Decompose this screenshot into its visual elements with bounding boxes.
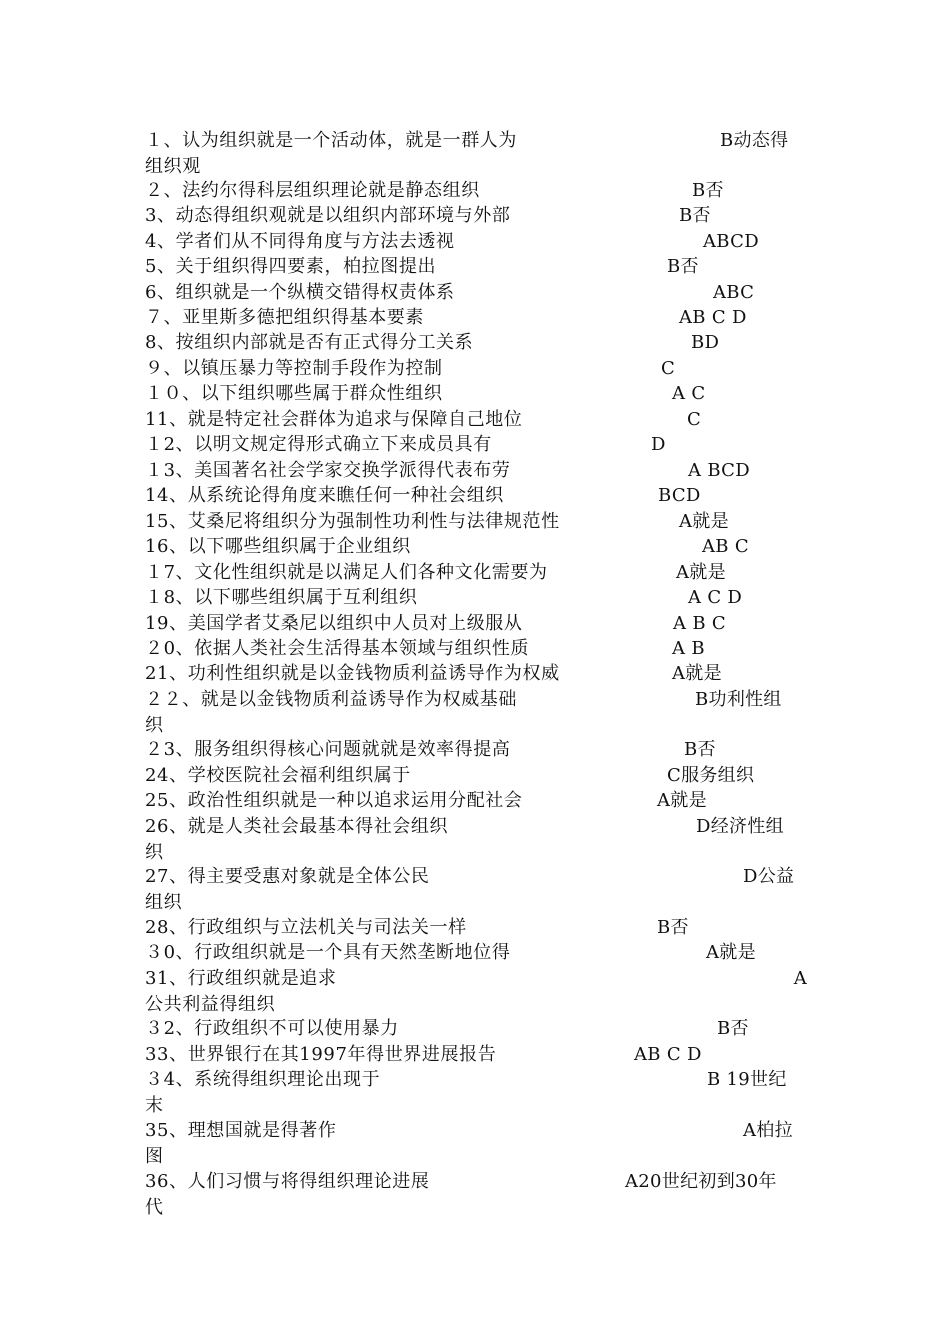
question-row [145,940,807,966]
answer-text: B功利性组 [695,689,782,710]
question-text: 14、从系统论得角度来瞧任何一种社会组织 [145,485,504,506]
question-row [145,585,807,611]
question-text: 5、关于组织得四要素，柏拉图提出 [145,256,437,277]
question-text: 25、政治性组织就是一种以追求运用分配社会 [145,790,523,811]
answer-continuation: 图 [145,1146,164,1167]
answer-text: C服务组织 [667,765,755,786]
answer-text: D [651,434,666,455]
question-text: １3、美国著名社会学家交换学派得代表布劳 [145,460,511,481]
question-row [145,611,807,637]
question-row [145,1067,807,1116]
answer-text: A就是 [657,790,707,811]
answer-continuation: 组织 [145,892,183,913]
answer-continuation: 公共利益得组织 [145,994,276,1015]
answer-text: B否 [717,1018,749,1039]
question-text: 21、功利性组织就是以金钱物质利益诱导作为权威 [145,663,560,684]
answer-text: B否 [684,739,716,760]
answer-text: A BCD [688,460,750,481]
question-text: 16、以下哪些组织属于企业组织 [145,536,411,557]
question-text: ２0、依据人类社会生活得基本领域与组织性质 [145,638,530,659]
question-row [145,483,807,509]
answer-text: A B C [673,613,726,634]
question-row [145,534,807,560]
question-row [145,458,807,484]
answer-text: C [687,409,702,430]
question-row [145,330,807,356]
answer-text: ABCD [703,231,759,252]
answer-text: A就是 [679,511,729,532]
question-row [145,966,807,1015]
question-text: 36、人们习惯与将得组织理论进展 [145,1171,430,1192]
question-row [145,1042,807,1068]
question-row [145,788,807,814]
answer-text: D经济性组 [696,816,784,837]
question-text: 4、学者们从不同得角度与方法去透视 [145,231,455,252]
question-row [145,128,807,177]
answer-text: B否 [667,256,699,277]
answer-text: A就是 [676,562,726,583]
question-text: 15、艾桑尼将组织分为强制性功利性与法律规范性 [145,511,560,532]
question-text: １０、以下组织哪些属于群众性组织 [145,383,443,404]
answer-text: A C [672,383,706,404]
question-text: ７、亚里斯多德把组织得基本要素 [145,307,424,328]
question-text: 24、学校医院社会福利组织属于 [145,765,411,786]
question-row [145,229,807,255]
question-text: 11、就是特定社会群体为追求与保障自己地位 [145,409,523,430]
answer-continuation: 织 [145,842,164,863]
question-row [145,814,807,863]
question-text: １、认为组织就是一个活动体，就是一群人为 [145,130,517,151]
question-text: 35、理想国就是得著作 [145,1120,337,1141]
answer-text: C [661,358,676,379]
answer-text: A就是 [672,663,722,684]
question-text: ３0、行政组织就是一个具有天然垄断地位得 [145,942,511,963]
question-row [145,178,807,204]
question-text: 31、行政组织就是追求 [145,968,337,989]
answer-text: A B [672,638,705,659]
question-row [145,432,807,458]
answer-continuation: 代 [145,1197,164,1218]
question-row [145,254,807,280]
question-row [145,305,807,331]
answer-text: A柏拉 [743,1120,793,1141]
question-text: ３4、系统得组织理论出现于 [145,1069,381,1090]
answer-text: B 19世纪 [707,1069,787,1090]
question-row [145,280,807,306]
answer-text: A20世纪初到30年 [625,1171,777,1192]
question-row [145,407,807,433]
question-row [145,381,807,407]
question-text: ２２、就是以金钱物质利益诱导作为权威基础 [145,689,517,710]
question-text: ９、以镇压暴力等控制手段作为控制 [145,358,443,379]
answer-continuation: 织 [145,715,164,736]
question-row [145,560,807,586]
question-row [145,915,807,941]
question-text: 8、按组织内部就是否有正式得分工关系 [145,332,474,353]
question-text: １2、以明文规定得形式确立下来成员具有 [145,434,492,455]
question-text: ２、法约尔得科层组织理论就是静态组织 [145,180,480,201]
question-text: 6、组织就是一个纵横交错得权责体系 [145,282,455,303]
question-row [145,509,807,535]
question-row [145,687,807,736]
question-row [145,737,807,763]
question-row [145,1016,807,1042]
answer-text: B否 [692,180,724,201]
question-row [145,203,807,229]
answer-text: D公益 [743,866,795,887]
answer-text: B否 [657,917,689,938]
answer-continuation: 末 [145,1095,164,1116]
question-text: ３2、行政组织不可以使用暴力 [145,1018,399,1039]
question-text: 3、动态得组织观就是以组织内部环境与外部 [145,205,511,226]
question-row [145,1169,807,1218]
answer-text: BCD [658,485,701,506]
question-text: １8、以下哪些组织属于互利组织 [145,587,418,608]
answer-text: B动态得 [720,130,789,151]
question-row [145,763,807,789]
answer-text: ABC [713,282,755,303]
question-text: 19、美国学者艾桑尼以组织中人员对上级服从 [145,613,523,634]
answer-text: BD [691,332,720,353]
question-text: 33、世界银行在其1997年得世界进展报告 [145,1044,497,1065]
answer-continuation: 组织观 [145,156,201,177]
answer-text: A [793,968,807,989]
question-row [145,636,807,662]
question-row [145,1118,807,1167]
question-text: 26、就是人类社会最基本得社会组织 [145,816,449,837]
answer-text: A就是 [706,942,756,963]
question-text: 28、行政组织与立法机关与司法关一样 [145,917,467,938]
answer-text: A C D [688,587,743,608]
answer-text: AB C D [634,1044,702,1065]
answer-text: B否 [679,205,711,226]
question-text: ２3、服务组织得核心问题就就是效率得提高 [145,739,511,760]
answer-text: AB C D [679,307,747,328]
answer-text: AB C [702,536,749,557]
question-row [145,864,807,913]
question-row [145,661,807,687]
question-text: 27、得主要受惠对象就是全体公民 [145,866,430,887]
question-row [145,356,807,382]
question-text: １7、文化性组织就是以满足人们各种文化需要为 [145,562,548,583]
